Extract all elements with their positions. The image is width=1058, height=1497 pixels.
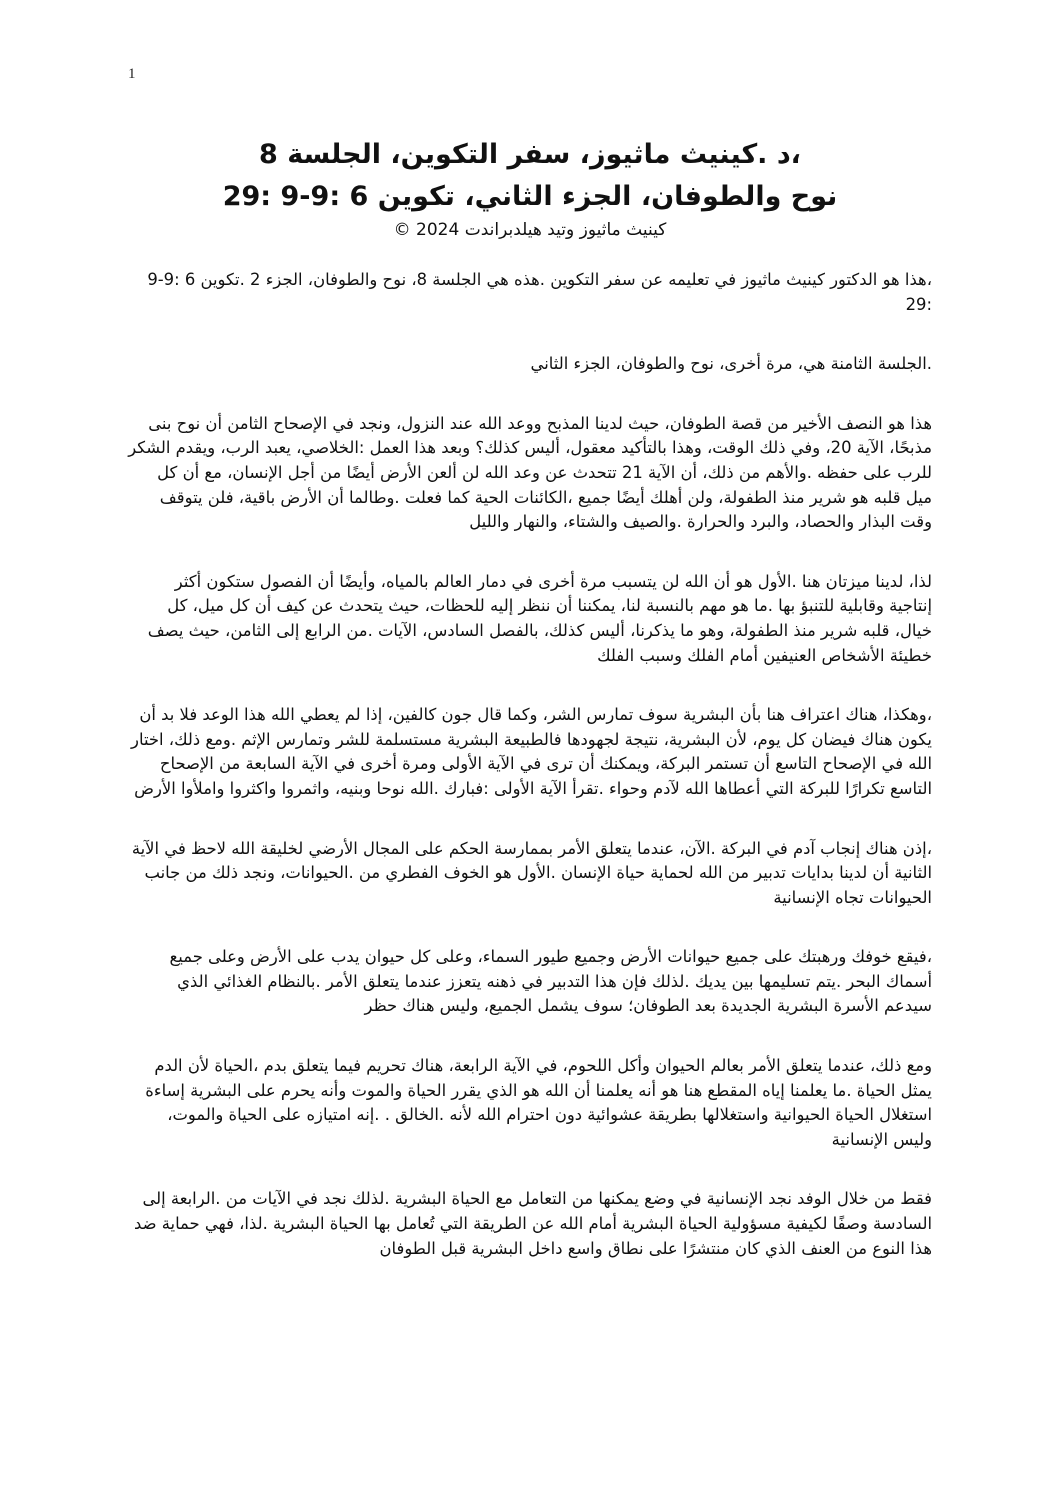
document-body: [128, 268, 932, 1296]
paragraph: هذا هو النصف الأخير من قصة الطوفان، حيث لدينا المذبح ووعد الله عند النزول، ونجد في الإصحاح الثامن أن نوح بنى مذبحًا، الآية 20، وفي ذلك الوقت، وهذا بالتأكيد معقول، أليس كذلك؟ وبعد هذا العمل :الخلاصي، يعبد الرب، ويقدم الشكر للرب على حفظه .والأهم من ذلك، أن الآية 21 تتحدث عن وعد الله لن ألعن الأرض أيضًا من أجل الإنسان، مع أن كل ميل قلبه هو شرير منذ الطفولة، ولن أهلك أيضًا جميع ،الكائنات الحية كما فعلت .وطالما أن الأرض باقية، فلن يتوقف وقت البذار والحصاد، والبرد والحرارة .والصيف والشتاء، والنهار والليل: [128, 413, 932, 532]
paragraph: ،وهكذا، هناك اعتراف هنا بأن البشرية سوف تمارس الشر، وكما قال جون كالفين، إذا لم يعطي الله هذا الوعد فلا بد أن يكون هناك فيضان كل يوم، لأن البشرية، نتيجة لجهودها فالطبيعة البشرية مستسلمة للشر وتمارس الإثم .ومع ذلك، اختار الله في الإصحاح التاسع أن تستمر البركة، ويمكنك أن ترى في الآية الأولى ومرة أخرى في الآية السابعة من الإصحاح التاسع تكرارًا للبركة التي أعطاها الله لآدم وحواء .تقرأ الآية الأولى :فبارك .الله نوحا وبنيه، واثمروا واكثروا واملأوا الأرض: [131, 705, 932, 798]
copyright-line: كينيث ماثيوز وتيد هيلدبراندت 2024 ©: [393, 220, 667, 240]
paragraph: .الجلسة الثامنة هي، مرة أخرى، نوح والطوفان، الجزء الثاني: [530, 354, 932, 374]
document-title: [150, 134, 910, 242]
page-number: 1: [128, 66, 136, 82]
paragraph: لذا، لدينا ميزتان هنا .الأول هو أن الله لن يتسبب مرة أخرى في دمار العالم بالمياه، وأيضًا أن الفصول ستكون أكثر إنتاجية وقابلية للتنبؤ بها .ما هو مهم بالنسبة لنا، يمكننا أن ننظر إليه للحظات، حيث يتحدث عن كيف أن كل ميل، كل خيال، قلبه شرير منذ الطفولة، وهو ما يذكرنا، أليس كذلك، بالفصل السادس، الآيات .من الرابع إلى الثامن، حيث يصف خطيئة الأشخاص العنيفين أمام الفلك وسبب الفلك: [147, 571, 932, 665]
paragraph: فقط من خلال الوفد نجد الإنسانية في وضع يمكنها من التعامل مع الحياة البشرية .لذلك نجد في الآيات من .الرابعة إلى السادسة وصفًا لكيفية مسؤولية الحياة البشرية أمام الله عن الطريقة التي تُعامل بها الحياة البشرية .لذا، فهي حماية ضد هذا النوع من العنف الذي كان منتشرًا على نطاق واسع داخل البشرية قبل الطوفان: [133, 1189, 932, 1258]
paragraph: ،فيقع خوفك ورهبتك على جميع حيوانات الأرض وجميع طيور السماء، وعلى كل حيوان يدب على الأرض وعلى جميع أسماك البحر .يتم تسليمها بين يديك .لذلك فإن هذا التدبير في ذهنه يتعزز عندما يتعلق الأمر .بالنظام الغذائي الذي سيدعم الأسرة البشرية الجديدة بعد الطوفان؛ سوف يشمل الجميع، وليس هناك حظر: [169, 947, 932, 1016]
paragraph: ،هذا هو الدكتور كينيث ماثيوز في تعليمه عن سفر التكوين .هذه هي الجلسة 8، نوح والطوفان، الجزء 2 .تكوين 6 :9-9 :29: [147, 270, 932, 314]
title-line-1: ،د .كينيث ماثيوز، سفر التكوين، الجلسة 8: [259, 139, 801, 170]
paragraph: ،إذن هناك إنجاب آدم في البركة .الآن، عندما يتعلق الأمر بممارسة الحكم على المجال الأرضي لخليقة الله لاحظ في الآية الثانية أن لدينا بدايات تدبير من الله لحماية حياة الإنسان .الأول هو الخوف الفطري من .الحيوانات، ونجد ذلك من جانب الحيوانات تجاه الإنسانية: [131, 838, 932, 907]
paragraph: ومع ذلك، عندما يتعلق الأمر بعالم الحيوان وأكل اللحوم، في الآية الرابعة، هناك تحريم فيما يتعلق بدم ،الحياة لأن الدم يمثل الحياة .ما يعلمنا إياه المقطع هنا هو أنه يعلمنا أن الله هو الذي يقرر الحياة والموت وأنه يحرم على البشرية إساءة استغلال الحياة الحيوانية واستغلالها بطريقة عشوائية دون احترام الله لأنه .الخالق . .إنه امتيازه على الحياة والموت، وليس الإنسانية: [145, 1056, 932, 1149]
title-line-2: نوح والطوفان، الجزء الثاني، تكوين 6 :9-9 :29: [222, 181, 838, 212]
